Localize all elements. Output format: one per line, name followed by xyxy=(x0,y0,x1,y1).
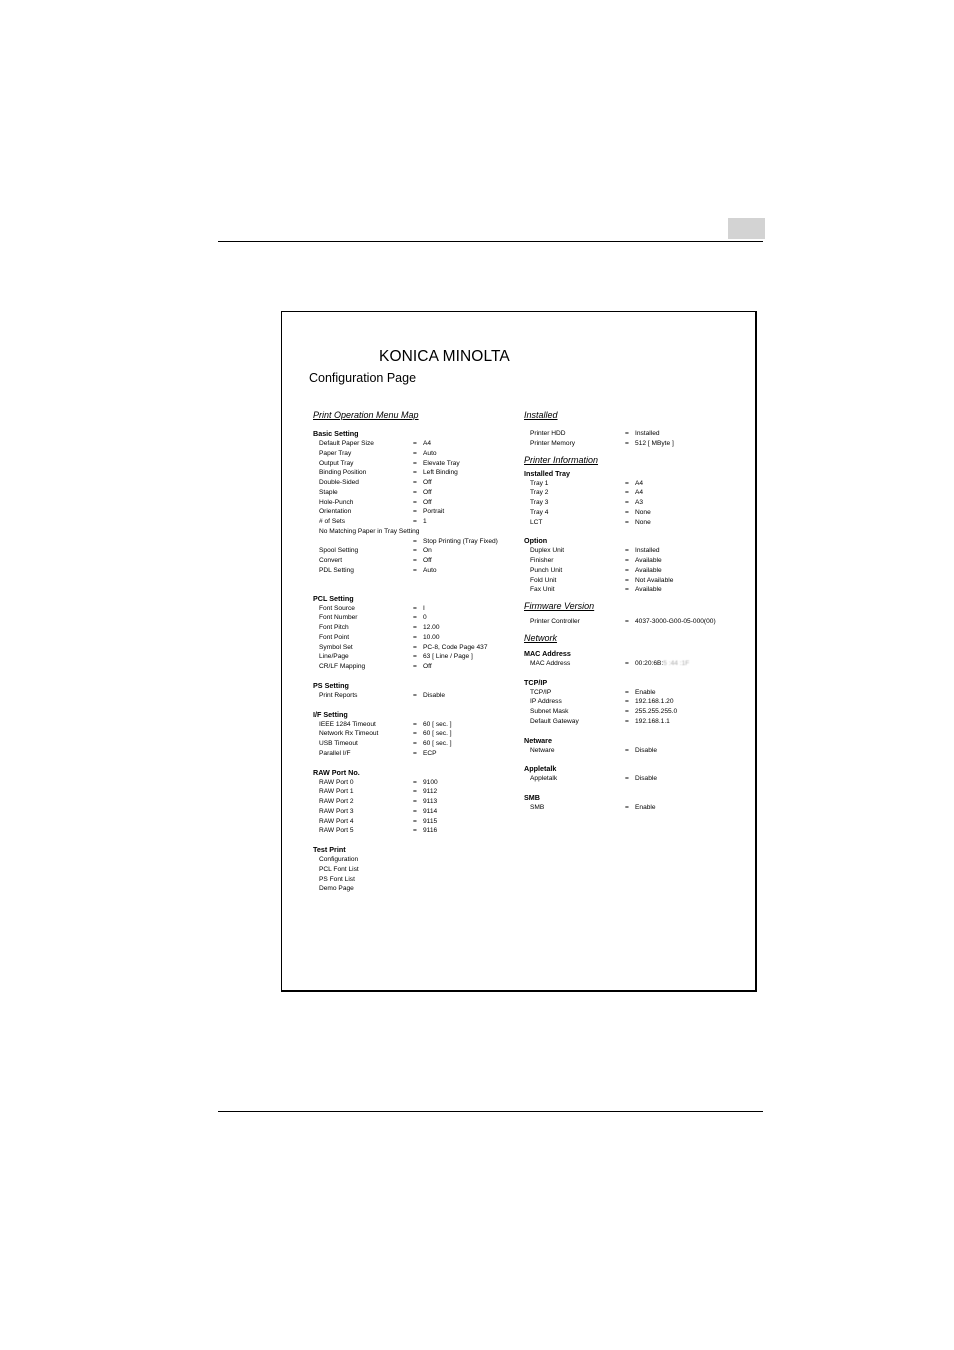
setting-row xyxy=(313,787,513,797)
setting-row xyxy=(313,468,513,478)
setting-row xyxy=(524,688,744,698)
row-label: Subnet Mask xyxy=(530,708,569,715)
setting-row xyxy=(313,498,513,508)
row-value: Off xyxy=(423,557,432,564)
row-equals: = xyxy=(413,488,417,496)
setting-row xyxy=(524,508,744,518)
row-value: 1 xyxy=(423,518,427,525)
row-label: Printer Memory xyxy=(530,439,576,447)
left-column xyxy=(313,409,513,894)
printer-information-heading: Printer Information xyxy=(524,454,599,465)
setting-row xyxy=(313,623,513,633)
row-equals: = xyxy=(625,439,629,447)
setting-row xyxy=(313,556,513,566)
row-equals: = xyxy=(625,698,629,706)
row-equals: = xyxy=(413,469,417,477)
row-label: PDL Setting xyxy=(319,566,354,574)
row-value: 9114 xyxy=(423,807,438,815)
row-value: Off xyxy=(423,479,432,486)
row-value: 9112 xyxy=(423,788,438,796)
row-value: 60 [ sec. ] xyxy=(423,730,452,738)
setting-row xyxy=(313,817,513,827)
mac-obscured: 5 :44 :1F xyxy=(663,659,690,667)
setting-row xyxy=(524,746,744,756)
row-equals: = xyxy=(413,749,417,757)
setting-row xyxy=(313,749,513,759)
setting-row xyxy=(313,439,513,449)
row-equals: = xyxy=(625,430,629,437)
row-value: 192.168.1.1 xyxy=(635,717,670,725)
row-label: Finisher xyxy=(530,557,554,564)
raw-port-heading: RAW Port No. xyxy=(313,767,360,777)
setting-row xyxy=(524,556,744,566)
option-list xyxy=(524,546,744,595)
row-value: On xyxy=(423,547,432,555)
row-label: Output Tray xyxy=(319,459,354,467)
row-value: Enable xyxy=(635,688,656,696)
row-equals: = xyxy=(625,557,629,564)
row-equals: = xyxy=(413,557,417,564)
row-equals: = xyxy=(413,624,417,631)
row-value: Off xyxy=(423,663,432,670)
setting-row xyxy=(313,797,513,807)
row-equals: = xyxy=(625,576,629,584)
setting-row xyxy=(313,449,513,459)
row-value: Stop Printing (Tray Fixed) xyxy=(423,537,498,545)
row-label: Font Source xyxy=(319,604,355,612)
setting-row xyxy=(524,707,744,717)
row-value: Available xyxy=(635,566,662,574)
installed-tray-heading: Installed Tray xyxy=(524,468,570,478)
setting-row xyxy=(524,576,744,586)
mac-address-row xyxy=(524,659,744,669)
setting-row xyxy=(313,613,513,623)
row-value: Available xyxy=(635,557,662,564)
setting-row xyxy=(524,498,744,508)
row-label: Hole-Punch xyxy=(319,498,354,506)
setting-row xyxy=(313,662,513,672)
row-label: Network Rx Timeout xyxy=(319,730,379,738)
row-label: No Matching Paper in Tray Setting xyxy=(319,527,420,535)
brand-title: KONICA MINOLTA xyxy=(379,348,510,365)
setting-row xyxy=(524,546,744,556)
menu-map-heading: Print Operation Menu Map xyxy=(313,410,419,420)
row-label: RAW Port 3 xyxy=(319,807,354,815)
row-equals: = xyxy=(413,604,417,612)
setting-row xyxy=(313,865,513,875)
row-value: 12.00 xyxy=(423,624,440,631)
row-equals: = xyxy=(625,566,629,574)
row-equals: = xyxy=(625,518,629,526)
setting-row xyxy=(313,488,513,498)
row-equals: = xyxy=(625,775,629,783)
row-equals: = xyxy=(625,547,629,555)
row-equals: = xyxy=(413,798,417,805)
right-column xyxy=(524,409,744,813)
row-label: Spool Setting xyxy=(319,547,359,555)
row-value: PC-8, Code Page 437 xyxy=(423,643,488,651)
option-heading: Option xyxy=(524,536,548,546)
row-label: Printer Controller xyxy=(530,618,580,625)
row-equals: = xyxy=(625,708,629,715)
basic-setting-heading: Basic Setting xyxy=(313,429,359,438)
row-value: 63 [ Line / Page ] xyxy=(423,653,473,661)
row-equals: = xyxy=(413,788,417,796)
row-equals: = xyxy=(625,804,629,811)
mac-address-heading: MAC Address xyxy=(524,648,571,658)
row-label: Netware xyxy=(530,746,555,754)
setting-row xyxy=(313,652,513,662)
row-equals: = xyxy=(625,746,629,754)
row-label: Line/Page xyxy=(319,653,349,661)
setting-row xyxy=(313,604,513,614)
setting-row xyxy=(313,807,513,817)
row-equals: = xyxy=(413,459,417,467)
row-label: Tray 4 xyxy=(530,508,549,516)
setting-row xyxy=(524,488,744,498)
setting-row xyxy=(313,720,513,730)
row-equals: = xyxy=(625,499,629,506)
row-label: Duplex Unit xyxy=(530,547,565,555)
row-label: Font Number xyxy=(319,614,358,622)
row-value: Installed xyxy=(635,430,660,437)
row-equals: = xyxy=(413,653,417,661)
row-value: Auto xyxy=(423,566,437,574)
basic-setting-list xyxy=(313,439,513,576)
row-label: Print Reports xyxy=(319,691,358,699)
test-print-list xyxy=(313,855,513,894)
row-value: None xyxy=(635,508,651,516)
row-label: USB Timeout xyxy=(319,740,358,747)
row-label: Tray 2 xyxy=(530,489,549,497)
row-value: Auto xyxy=(423,449,437,457)
row-label: Default Paper Size xyxy=(319,440,374,447)
row-value: 9115 xyxy=(423,817,438,825)
row-label: RAW Port 0 xyxy=(319,778,354,786)
row-equals: = xyxy=(625,479,629,487)
row-label: Punch Unit xyxy=(530,566,563,574)
row-value: 192.168.1.20 xyxy=(635,698,674,706)
row-equals: = xyxy=(413,537,417,545)
row-label: TCP/IP xyxy=(530,688,552,696)
setting-row xyxy=(524,518,744,528)
setting-row xyxy=(524,717,744,727)
row-label: Font Point xyxy=(319,633,350,641)
row-label: RAW Port 2 xyxy=(319,798,354,805)
row-equals: = xyxy=(413,440,417,447)
row-label: MAC Address xyxy=(530,659,571,667)
row-equals: = xyxy=(413,518,417,525)
row-label: Parallel I/F xyxy=(319,749,351,757)
row-equals: = xyxy=(625,489,629,497)
setting-row xyxy=(313,884,513,894)
row-label: RAW Port 1 xyxy=(319,788,354,796)
row-value: A4 xyxy=(635,479,644,487)
setting-row xyxy=(313,566,513,576)
setting-row xyxy=(524,803,744,813)
row-equals: = xyxy=(413,827,417,835)
row-equals: = xyxy=(413,547,417,555)
setting-row xyxy=(524,566,744,576)
setting-row xyxy=(524,774,744,784)
row-label: Appletalk xyxy=(530,775,558,783)
row-label: Configuration xyxy=(319,856,359,863)
netware-heading: Netware xyxy=(524,735,552,745)
test-print-heading: Test Print xyxy=(313,845,346,854)
row-value: Disable xyxy=(635,746,657,754)
row-equals: = xyxy=(413,566,417,574)
header-rule xyxy=(218,241,763,242)
installed-heading: Installed xyxy=(524,410,558,420)
row-value: Not Available xyxy=(635,576,674,584)
row-value: 10.00 xyxy=(423,633,440,641)
setting-row xyxy=(524,429,744,439)
row-value: 512 [ MByte ] xyxy=(635,439,674,447)
pcl-setting-list xyxy=(313,604,513,672)
appletalk-heading: Appletalk xyxy=(524,764,557,774)
row-value: Disable xyxy=(423,691,445,699)
setting-row xyxy=(313,527,513,537)
setting-row xyxy=(313,537,513,547)
setting-row xyxy=(313,517,513,527)
mac-prefix: 00:20:6B: xyxy=(635,659,664,667)
row-label: Font Pitch xyxy=(319,624,349,631)
if-setting-list xyxy=(313,720,513,759)
setting-row xyxy=(313,739,513,749)
row-equals: = xyxy=(413,740,417,747)
row-value: 9113 xyxy=(423,798,438,805)
row-value: A4 xyxy=(423,440,432,447)
firmware-version-heading: Firmware Version xyxy=(524,601,595,611)
row-value: A3 xyxy=(635,499,644,506)
setting-row xyxy=(313,875,513,885)
network-heading: Network xyxy=(524,632,558,643)
row-equals: = xyxy=(413,633,417,641)
setting-row xyxy=(524,617,744,627)
row-value: Left Binding xyxy=(423,469,458,477)
ps-setting-heading: PS Setting xyxy=(313,680,349,690)
chapter-tab xyxy=(728,218,765,239)
ps-setting-list xyxy=(313,691,513,701)
row-value: Available xyxy=(635,586,662,594)
netware-list xyxy=(524,746,744,756)
setting-row xyxy=(524,697,744,707)
installed-list xyxy=(524,429,744,449)
setting-row xyxy=(524,585,744,595)
row-equals: = xyxy=(413,614,417,622)
row-label: CR/LF Mapping xyxy=(319,663,366,670)
row-equals: = xyxy=(625,659,629,667)
row-label: Symbol Set xyxy=(319,643,353,651)
setting-row xyxy=(313,691,513,701)
row-equals: = xyxy=(413,720,417,728)
row-label: Default Gateway xyxy=(530,717,579,725)
row-equals: = xyxy=(625,586,629,594)
row-equals: = xyxy=(625,688,629,696)
setting-row xyxy=(313,478,513,488)
raw-port-list xyxy=(313,778,513,837)
row-value: Elevate Tray xyxy=(423,459,460,467)
row-value: 9100 xyxy=(423,778,438,786)
row-value: 255.255.255.0 xyxy=(635,708,678,715)
row-equals: = xyxy=(625,717,629,725)
footer-rule xyxy=(218,1111,763,1112)
row-label: Tray 1 xyxy=(530,479,549,487)
row-value: ECP xyxy=(423,749,437,757)
row-label: Demo Page xyxy=(319,885,354,893)
if-setting-heading: I/F Setting xyxy=(313,709,348,719)
setting-row xyxy=(524,439,744,449)
row-value: Enable xyxy=(635,804,656,811)
appletalk-list xyxy=(524,774,744,784)
row-value: Disable xyxy=(635,775,657,783)
setting-row xyxy=(313,546,513,556)
row-equals: = xyxy=(413,663,417,670)
pcl-setting-heading: PCL Setting xyxy=(313,593,354,603)
row-equals: = xyxy=(413,449,417,457)
row-label: Fold Unit xyxy=(530,576,557,584)
row-equals: = xyxy=(625,618,629,625)
row-label: IP Address xyxy=(530,698,562,706)
row-value: 60 [ sec. ] xyxy=(423,720,452,728)
row-equals: = xyxy=(413,643,417,651)
row-label: LCT xyxy=(530,518,543,526)
row-label: # of Sets xyxy=(319,518,346,525)
row-label: Printer HDD xyxy=(530,430,566,437)
firmware-list xyxy=(524,617,744,627)
row-label: Binding Position xyxy=(319,469,367,477)
row-label: PS Font List xyxy=(319,875,355,883)
row-value: 4037-3000-G00-05-000(00) xyxy=(635,618,716,625)
row-label: RAW Port 5 xyxy=(319,827,354,835)
setting-row xyxy=(313,507,513,517)
row-value: None xyxy=(635,518,651,526)
row-label: RAW Port 4 xyxy=(319,817,354,825)
row-value: 60 [ sec. ] xyxy=(423,740,452,747)
row-value: Off xyxy=(423,488,432,496)
setting-row xyxy=(313,633,513,643)
row-equals: = xyxy=(413,508,417,516)
row-label: Staple xyxy=(319,488,338,496)
row-label: Paper Tray xyxy=(319,449,352,457)
row-value: I xyxy=(423,604,425,612)
row-label: IEEE 1284 Timeout xyxy=(319,720,376,728)
row-equals: = xyxy=(413,778,417,786)
setting-row xyxy=(313,855,513,865)
installed-tray-list xyxy=(524,479,744,528)
row-equals: = xyxy=(625,508,629,516)
row-label: SMB xyxy=(530,804,545,811)
row-label: Orientation xyxy=(319,508,352,516)
row-value xyxy=(635,659,689,669)
row-equals: = xyxy=(413,498,417,506)
row-label: Convert xyxy=(319,557,343,564)
row-value: Portrait xyxy=(423,508,445,516)
row-label: Double-Sided xyxy=(319,479,359,486)
row-value: 9116 xyxy=(423,827,438,835)
smb-heading: SMB xyxy=(524,793,540,802)
row-label: Fax Unit xyxy=(530,586,555,594)
setting-row xyxy=(313,778,513,788)
row-equals: = xyxy=(413,479,417,486)
row-equals: = xyxy=(413,817,417,825)
setting-row xyxy=(313,643,513,653)
row-label: Tray 3 xyxy=(530,499,549,506)
row-label: PCL Font List xyxy=(319,865,359,873)
setting-row xyxy=(313,729,513,739)
row-value: Off xyxy=(423,498,432,506)
smb-list xyxy=(524,803,744,813)
row-equals: = xyxy=(413,730,417,738)
tcpip-heading: TCP/IP xyxy=(524,677,548,687)
page-title: Configuration Page xyxy=(309,371,417,385)
row-equals: = xyxy=(413,807,417,815)
row-value: 0 xyxy=(423,614,427,622)
tcpip-list xyxy=(524,688,744,727)
row-equals: = xyxy=(413,691,417,699)
setting-row xyxy=(524,479,744,489)
row-value: A4 xyxy=(635,489,644,497)
row-value: Installed xyxy=(635,547,660,555)
setting-row xyxy=(313,459,513,469)
setting-row xyxy=(313,826,513,836)
